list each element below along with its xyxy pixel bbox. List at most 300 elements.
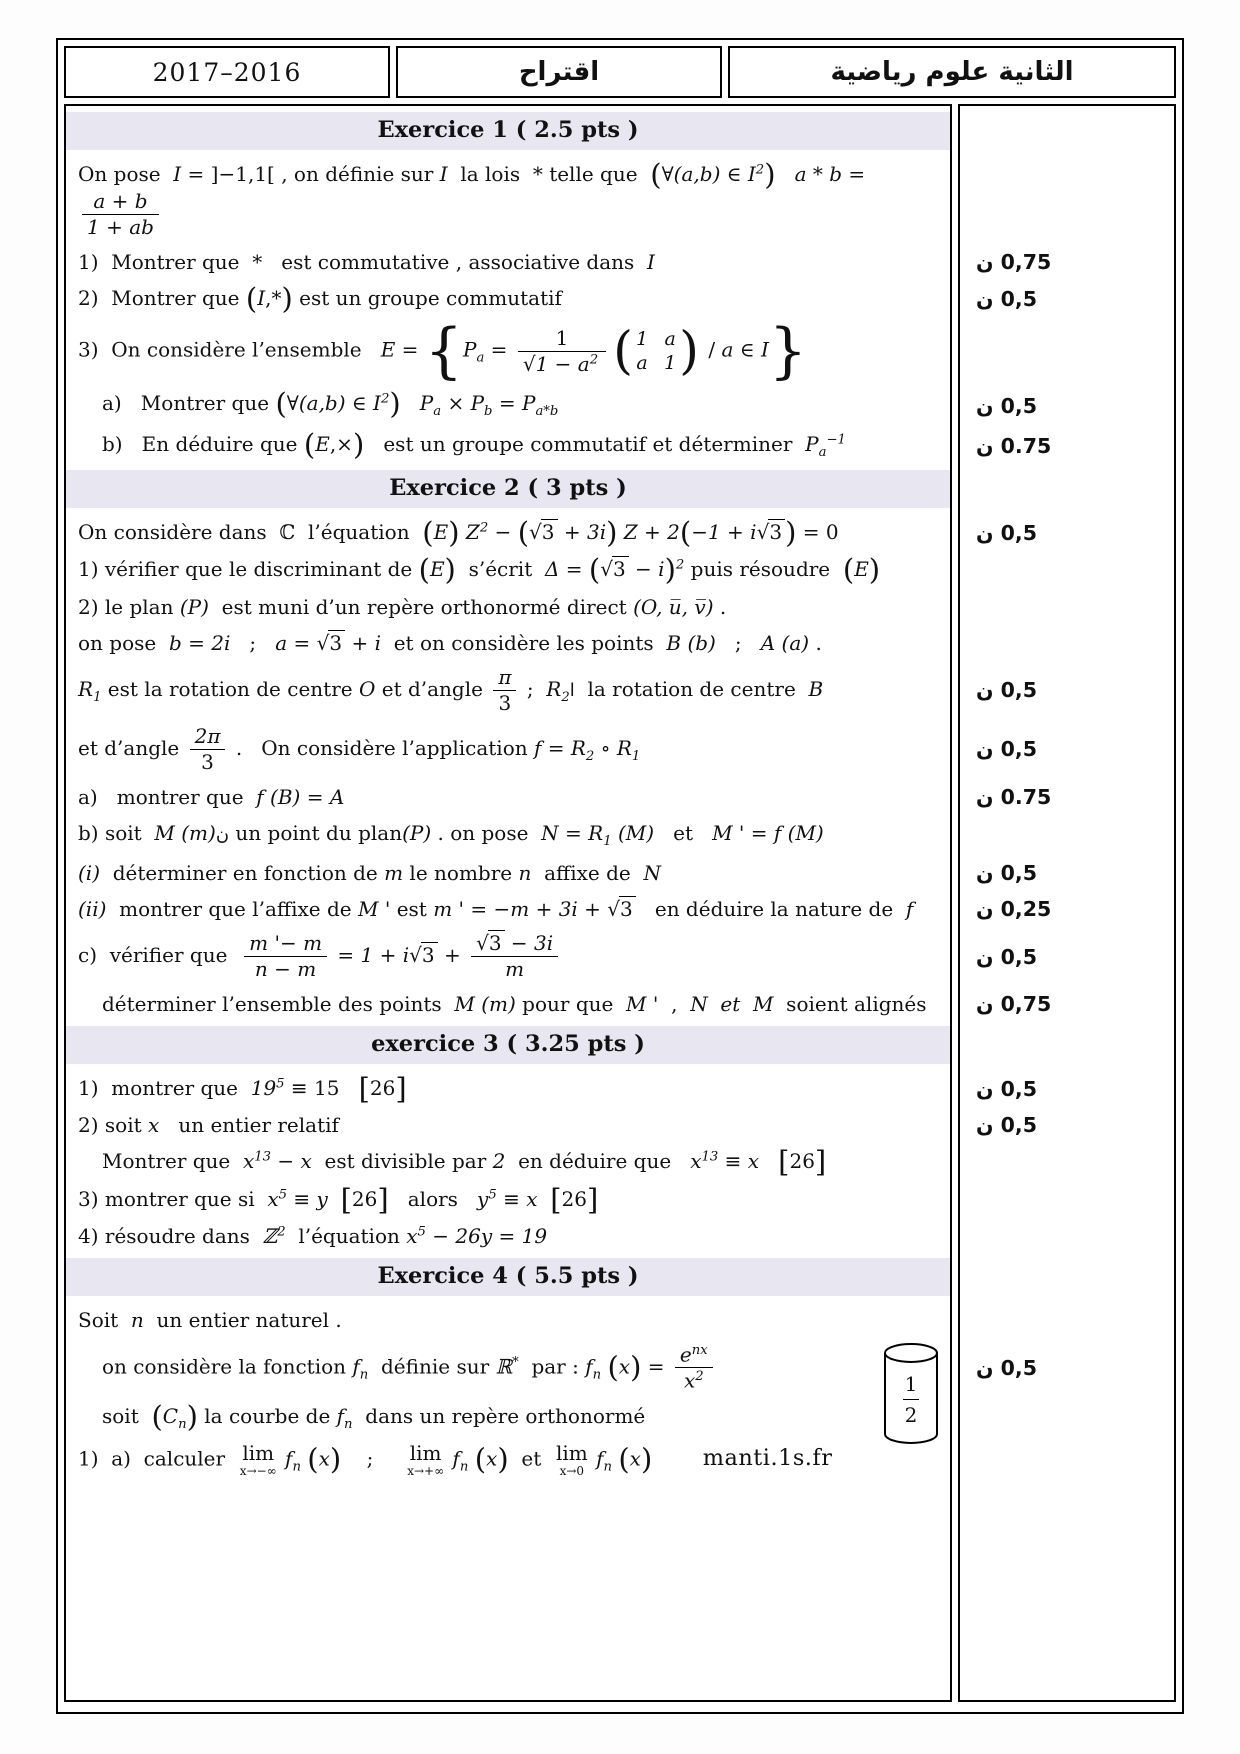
seg-t (328, 1187, 341, 1211)
seg-m: N = R (541, 820, 604, 845)
seg-frac (82, 190, 159, 239)
seg-big: [ (340, 1182, 352, 1217)
seg-m: n (518, 861, 532, 886)
mark-value: 0,5 ن (976, 1355, 1037, 1380)
seg-m: ∀(a,b) ∈ I (286, 391, 381, 416)
seg-big: ) (448, 515, 460, 550)
seg-sup: nx (691, 1342, 708, 1358)
seg-frac (244, 932, 327, 981)
seg-big: ( (618, 1441, 630, 1476)
seg-t: la courbe de (197, 1404, 337, 1429)
seg-t: Montrer que (102, 1149, 243, 1174)
seg-t: dans un repère orthonormé (352, 1404, 646, 1429)
seg-t: / (702, 337, 722, 362)
seg-m: (O, u̅, v̅) (633, 594, 714, 619)
line-ex3-3 (102, 1144, 938, 1179)
seg-m: a * b (794, 161, 843, 186)
seg-sqrt: √3 (409, 943, 437, 967)
seg-lim: lim x→−∞ (239, 1440, 277, 1478)
seg-sup: 2 (380, 391, 390, 407)
seg-t: la lois * telle que (447, 161, 651, 186)
seg-big: ( (607, 1349, 619, 1384)
seg-t: ≡ (496, 1186, 527, 1211)
seg-m: x (318, 1446, 330, 1471)
seg-m: f (B) = A (256, 784, 345, 809)
line-ex4-1 (78, 1306, 938, 1334)
seg-t: . (713, 594, 727, 619)
seg-t: est muni d’un repère orthonormé direct (208, 594, 634, 619)
seg-m: + (437, 943, 468, 968)
seg-t: 3 (488, 931, 502, 956)
seg-sqrt: $√1 - a^2$ (523, 352, 601, 376)
mark-value: 0,5 ن (976, 678, 1037, 703)
seg-m: f (336, 1404, 345, 1429)
seg-t: le nombre (403, 861, 519, 886)
seg-m: × P (441, 391, 485, 416)
seg-big: ] (377, 1182, 389, 1217)
seg-t: = 0 (796, 519, 839, 544)
seg-m: N et M (690, 992, 774, 1017)
seg-m: x (486, 1446, 498, 1471)
seg-t: b) En déduire que (102, 431, 304, 456)
seg-t: . (809, 630, 822, 655)
seg-sub: n (344, 1417, 353, 1433)
seg-m: f (905, 897, 914, 922)
seg-t: 3 (498, 690, 512, 715)
seg-big: ( (307, 1441, 319, 1476)
seg-m: − 26y = 19 (425, 1224, 548, 1249)
header-proposal-box (396, 46, 722, 98)
seg-t: définie sur (368, 1354, 496, 1379)
seg-sup: 5 (278, 1187, 288, 1203)
seg-big: ) (281, 281, 293, 316)
seg-sqrt: √3 (529, 520, 557, 544)
section-header-ex2: Exercice 2 ( 3 pts ) (66, 470, 950, 508)
seg-t (537, 1187, 550, 1211)
mark-value: 0,75 ن (976, 992, 1052, 1017)
seg-m: a + b (93, 188, 148, 213)
seg-t: pour que (515, 992, 627, 1017)
line-ex1-5 (102, 386, 938, 421)
seg-m: y (316, 1186, 328, 1211)
seg-m: x (243, 1149, 255, 1174)
seg-t: 3) montrer que si (78, 1186, 268, 1211)
seg-ar: ا (569, 679, 575, 701)
seg-m: M (m) (154, 820, 216, 845)
seg-t: = (641, 1354, 671, 1379)
section-header-ex3: exercice 3 ( 3.25 pts ) (66, 1026, 950, 1064)
exam-sheet (56, 38, 1184, 1714)
seg-m: I (646, 249, 655, 274)
seg-t: . On considère l’application (229, 735, 534, 760)
seg-m: x (747, 1149, 760, 1174)
line-ex2-9 (78, 859, 938, 887)
seg-big: [ (550, 1182, 562, 1217)
seg-m: x (690, 1149, 702, 1174)
seg-sup: 5 (276, 1076, 285, 1092)
seg-t: 3 (612, 557, 626, 582)
fraction-bar (903, 1399, 919, 1400)
mark-value: 0,5 ن (976, 286, 1037, 311)
seg-frac (675, 1343, 713, 1393)
seg-m: b = 2i (168, 630, 231, 655)
line-ex2-5 (78, 665, 938, 716)
seg-sqrt: √3 (317, 631, 345, 655)
seg-t: ≡ 15 (284, 1075, 359, 1100)
seg-t: soit (102, 1404, 152, 1429)
line-ex2-12 (102, 990, 938, 1018)
seg-t: ; (715, 630, 761, 655)
seg-t: ; (341, 1446, 406, 1471)
seg-big: ) (329, 1441, 342, 1476)
seg-t: puis résoudre (684, 557, 843, 582)
seg-m: (ii) (78, 897, 107, 922)
line-ex4-2 (102, 1342, 938, 1394)
seg-t: On pose (78, 161, 174, 186)
seg-m: M ' = f (M) (712, 820, 824, 845)
seg-t: 26 (789, 1149, 815, 1174)
seg-big: { (424, 316, 463, 387)
header-proposal-text: اقتراح (518, 57, 600, 87)
seg-frac (518, 327, 606, 377)
seg-m: x (406, 1224, 418, 1249)
seg-t: est (390, 897, 434, 922)
line-ex4-4 (78, 1440, 938, 1478)
seg-big: [ (778, 1144, 790, 1179)
main-column (64, 104, 952, 1702)
seg-m: a ∈ I (721, 337, 769, 362)
seg-m: I (257, 285, 266, 310)
seg-sup: * (512, 1354, 519, 1370)
seg-t: déterminer en fonction de (100, 861, 385, 886)
seg-t: = (395, 337, 425, 362)
seg-t: est un groupe commutatif et déterminer (364, 431, 806, 456)
seg-t: affixe de (531, 861, 644, 886)
seg-sub: 2 (561, 689, 570, 705)
seg-m: (P) (179, 594, 209, 619)
line-ex3-2 (78, 1111, 938, 1139)
seg-m: ℝ (495, 1354, 513, 1379)
seg-big: ) (785, 515, 797, 550)
seg-sup: 2 (695, 1369, 704, 1385)
page-number-top: 1 (904, 1372, 918, 1396)
seg-big: ) (630, 1349, 642, 1384)
seg-big: ) (186, 1399, 198, 1434)
seg-sub: a*b (535, 404, 559, 420)
seg-t: 2) Montrer que (78, 285, 246, 310)
seg-t (652, 1446, 697, 1470)
seg-big: ) (389, 386, 401, 421)
seg-big: [ (358, 1071, 370, 1106)
seg-m: 1 − a (535, 352, 590, 377)
seg-m: R (78, 676, 94, 701)
seg-m: m ' = −m + 3i + (433, 897, 608, 922)
line-ex3-1 (78, 1071, 938, 1106)
seg-big: ] (814, 1144, 827, 1179)
seg-m: − i (628, 557, 665, 582)
seg-m: m '− m (249, 931, 323, 956)
seg-t: = (484, 337, 514, 362)
seg-big: ( (422, 515, 434, 550)
seg-big: ( (303, 427, 316, 462)
seg-t: ,× (329, 431, 353, 456)
seg-t: 3 (769, 519, 783, 544)
mark-value: 0,5 ن (976, 393, 1037, 418)
seg-m: A (a) (760, 630, 810, 655)
seg-m: Z (459, 519, 480, 544)
marks-column (958, 104, 1176, 1702)
seg-m: + 3i (557, 519, 607, 544)
seg-t: 4) résoudre dans (78, 1224, 263, 1249)
seg-big: ) (640, 1441, 653, 1476)
seg-m: − 3i (504, 931, 554, 956)
seg-big: ( (517, 515, 530, 550)
seg-t: en déduire que (505, 1149, 691, 1174)
seg-t: est la rotation de centre (101, 676, 359, 701)
seg-m: E (429, 557, 445, 582)
seg-t: montrer que l’affixe de (106, 897, 358, 922)
seg-t: 3 (201, 749, 214, 774)
section-header-ex1: Exercice 1 ( 2.5 pts ) (66, 112, 950, 150)
matrix-cell: a (636, 352, 648, 375)
seg-m: f (585, 1354, 593, 1379)
seg-lim: lim x→0 (555, 1440, 588, 1478)
page-number-cylinder (882, 1342, 940, 1446)
seg-m: 1 + i (360, 943, 410, 968)
seg-m: x (629, 1446, 641, 1471)
seg-m: − (488, 519, 518, 544)
seg-sub: 1 (603, 833, 612, 849)
seg-m: P (462, 337, 477, 362)
seg-m: E (854, 557, 869, 582)
seg-t: a) montrer que (78, 784, 257, 809)
seg-m: x (526, 1186, 538, 1211)
seg-sub: n (592, 1367, 602, 1383)
seg-sup: 2 (479, 520, 489, 536)
seg-t: = (492, 391, 522, 416)
seg-m: M (m) (454, 992, 516, 1017)
seg-m: 19 (250, 1075, 277, 1100)
seg-m: π (498, 664, 512, 689)
matrix-cell: a (664, 327, 676, 350)
seg-t: déterminer l’ensemble des points (102, 992, 455, 1017)
seg-big: ) (868, 552, 881, 587)
seg-t (401, 391, 420, 415)
seg-t: s’écrit (455, 557, 545, 582)
line-ex2-8 (78, 819, 938, 851)
seg-t: par : (518, 1354, 586, 1379)
seg-t: alors (388, 1186, 478, 1211)
seg-t: on considère la fonction (102, 1354, 353, 1379)
seg-t: 26 (369, 1075, 396, 1100)
seg-big: ( (151, 1399, 163, 1434)
seg-t: 1) montrer que (78, 1075, 251, 1100)
seg-m: y (477, 1186, 489, 1211)
seg-frac (493, 666, 516, 715)
seg-t: l’équation (285, 1224, 407, 1249)
seg-m: B (b) (666, 630, 716, 655)
header-class-box (728, 46, 1176, 98)
seg-m: x (683, 1369, 696, 1394)
seg-t: 26 (351, 1186, 378, 1211)
line-ex1-3 (78, 281, 938, 316)
seg-t: 2) soit (78, 1113, 148, 1138)
seg-m: 2 (492, 1149, 506, 1174)
seg-m: R (546, 676, 562, 701)
mark-value: 0,5 ن (976, 1076, 1037, 1101)
seg-m: M ' (358, 897, 391, 922)
seg-big: } (768, 316, 808, 387)
seg-m: n − m (254, 957, 317, 982)
mark-value: 0,5 ن (976, 520, 1037, 545)
seg-m: m (384, 861, 404, 886)
seg-m: ∘ R (594, 735, 632, 760)
seg-t: = (331, 943, 361, 968)
seg-t: ; (520, 676, 547, 701)
seg-m: − x (271, 1149, 312, 1174)
seg-sub: a (433, 404, 442, 420)
seg-sub: n (459, 1459, 469, 1475)
seg-m: Δ = (544, 557, 589, 582)
seg-m: f (352, 1354, 360, 1379)
matrix-cell: 1 (635, 327, 649, 350)
seg-sub: n (292, 1459, 301, 1475)
seg-big: ) (497, 1441, 509, 1476)
seg-t: Soit (78, 1307, 131, 1332)
seg-ar: ن (215, 823, 230, 845)
mark-value: 0.75 ن (976, 784, 1052, 809)
seg-m: I (439, 161, 448, 186)
seg-t: 3 (421, 943, 435, 968)
seg-t: un entier relatif (159, 1113, 339, 1138)
seg-big: ) (664, 552, 676, 587)
seg-big: ( (245, 281, 258, 316)
seg-m: e (679, 1342, 692, 1367)
seg-sub: 1 (93, 689, 102, 705)
seg-t: . on pose (431, 820, 542, 845)
seg-m: C (162, 1404, 179, 1429)
seg-big: ( (650, 156, 662, 191)
mark-value: 0,5 ن (976, 1113, 1037, 1138)
seg-t: et on considère les points (381, 630, 667, 655)
seg-m: E (315, 431, 330, 456)
seg-sup: 2 (675, 557, 685, 573)
mark-value: 0,5 ن (976, 737, 1037, 762)
seg-t: 3 (541, 519, 555, 544)
seg-sqrt: √3 (600, 557, 628, 581)
seg-t (759, 1149, 778, 1173)
seg-sub: a (818, 444, 827, 460)
seg-t: = ]−1,1[ , on définie sur (181, 161, 440, 186)
seg-t: la rotation de centre (574, 676, 809, 701)
seg-t: c) vérifier que (78, 943, 241, 968)
seg-sqrt: √3 (476, 931, 504, 955)
seg-m: a = (275, 630, 317, 655)
seg-sup: 2 (589, 352, 599, 368)
seg-m: (i) (78, 861, 101, 886)
seg-sub: n (603, 1459, 612, 1475)
seg-sub: a (476, 350, 485, 366)
seg-t: ,* (265, 285, 282, 310)
seg-m: m (505, 957, 525, 982)
line-ex1-1 (78, 156, 938, 240)
seg-t: b) soit (78, 820, 155, 845)
seg-big: ] (586, 1182, 599, 1217)
seg-sup: 5 (417, 1224, 426, 1240)
seg-sup: 5 (488, 1187, 497, 1203)
seg-t: on pose (78, 630, 169, 655)
seg-b: manti.1s.fr (702, 1445, 833, 1472)
line-ex4-3 (102, 1399, 938, 1434)
seg-m: E (380, 337, 396, 362)
line-ex3-4 (78, 1182, 938, 1217)
seg-m: E (433, 519, 449, 544)
mark-value: 0,75 ن (976, 249, 1052, 274)
seg-m: Z + 2 (617, 519, 680, 544)
seg-big: ] (395, 1071, 407, 1106)
seg-t: et (654, 820, 713, 845)
seg-t: 26 (561, 1186, 587, 1211)
seg-m: + i (345, 630, 381, 655)
seg-t: 3) On considère l’ensemble (78, 337, 381, 362)
seg-big: ( (679, 515, 692, 550)
seg-m: x (618, 1354, 631, 1379)
seg-frac (471, 932, 558, 981)
seg-sub: 2 (585, 748, 595, 764)
seg-t: un entier naturel . (143, 1307, 342, 1332)
page-number (882, 1372, 940, 1427)
seg-big: ) (352, 427, 365, 462)
seg-t: est un groupe commutatif (292, 285, 562, 310)
seg-sqrt: √3 (757, 520, 785, 544)
seg-sub: n (359, 1367, 369, 1383)
matrix-cell: 1 (664, 352, 677, 375)
seg-t: et d’angle (78, 735, 186, 760)
seg-t: a) Montrer que (102, 391, 276, 416)
seg-m: (P) (402, 820, 432, 845)
seg-big: ( (418, 552, 430, 587)
line-ex2-1 (78, 515, 938, 550)
seg-t: et d’angle (375, 676, 490, 701)
seg-m: 1 + ab (87, 214, 154, 239)
seg-t: = (842, 161, 872, 186)
seg-m: O (358, 676, 376, 701)
exam-body (64, 104, 1176, 1702)
seg-m: I (173, 161, 182, 186)
header-row (64, 46, 1176, 98)
seg-m: B (808, 676, 824, 701)
seg-big: ) (764, 156, 776, 191)
seg-m: ∀(a,b) ∈ I (661, 161, 756, 186)
mark-value: 0.75 ن (976, 434, 1052, 459)
seg-big: ) (606, 515, 618, 550)
mark-value: 0,5 ن (976, 861, 1037, 886)
header-class-text: الثانية علوم رياضية (830, 57, 1074, 87)
seg-t: 1 (555, 325, 569, 350)
seg-m: P (805, 431, 819, 456)
line-ex1-4 (78, 316, 938, 387)
seg-lim: lim x→+∞ (407, 1440, 445, 1478)
seg-m: N (643, 861, 661, 886)
section-header-ex4: Exercice 4 ( 5.5 pts ) (66, 1258, 950, 1296)
seg-m: P (521, 391, 536, 416)
header-year-box (64, 46, 390, 98)
seg-t: 2) le plan (78, 594, 180, 619)
line-ex1-6 (102, 427, 938, 462)
seg-m: x (267, 1186, 279, 1211)
line-ex1-2 (78, 248, 938, 276)
seg-sub: 1 (631, 748, 641, 764)
